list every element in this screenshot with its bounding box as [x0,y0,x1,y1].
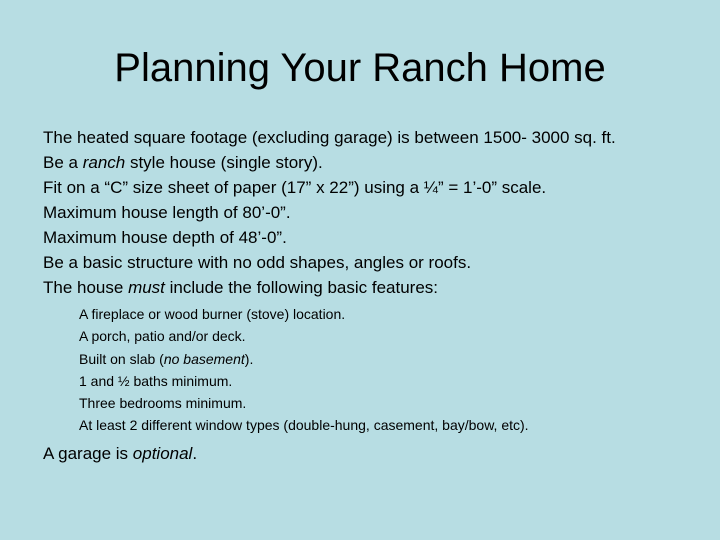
feature-windows: At least 2 different window types (double-hung, casement, bay/bow, etc). [79,417,529,434]
text-segment: The house [43,278,129,297]
garage-optional [43,441,703,466]
text-segment: A garage is [43,443,133,463]
requirement-basic-structure: Be a basic structure with no odd shapes, angles or roofs. [43,253,472,272]
feature-bedrooms: Three bedrooms minimum. [79,395,247,412]
slide-content [43,125,703,466]
requirement-footage: The heated square footage (excluding garage) is between 1500- 3000 sq. ft. [43,128,616,147]
feature-slab [79,348,703,370]
text-segment: include the following basic features: [164,278,439,297]
emphasis-text: no basement [163,350,245,367]
requirement-features-intro [43,275,703,300]
emphasis-text: optional [132,443,193,463]
emphasis-text: must [128,278,165,297]
text-segment: Be a [43,153,83,172]
requirement-paper-size: Fit on a “C” size sheet of paper (17” x 22”) using a ¼” = 1’-0” scale. [43,178,547,197]
feature-porch: A porch, patio and/or deck. [79,328,246,345]
requirement-max-depth: Maximum house depth of 48’-0”. [43,228,287,247]
text-segment: Built on slab ( [79,350,164,367]
requirement-ranch-style [43,150,703,175]
features-list [43,303,703,437]
feature-fireplace: A fireplace or wood burner (stove) location. [79,306,346,322]
text-segment: ). [244,350,254,367]
requirement-max-length: Maximum house length of 80’-0”. [43,203,291,222]
slide-title: Planning Your Ranch Home [114,46,606,90]
feature-baths: 1 and ½ baths minimum. [79,372,233,389]
emphasis-text: ranch [82,153,126,172]
text-segment: style house (single story). [125,153,323,172]
text-segment: . [192,443,198,463]
